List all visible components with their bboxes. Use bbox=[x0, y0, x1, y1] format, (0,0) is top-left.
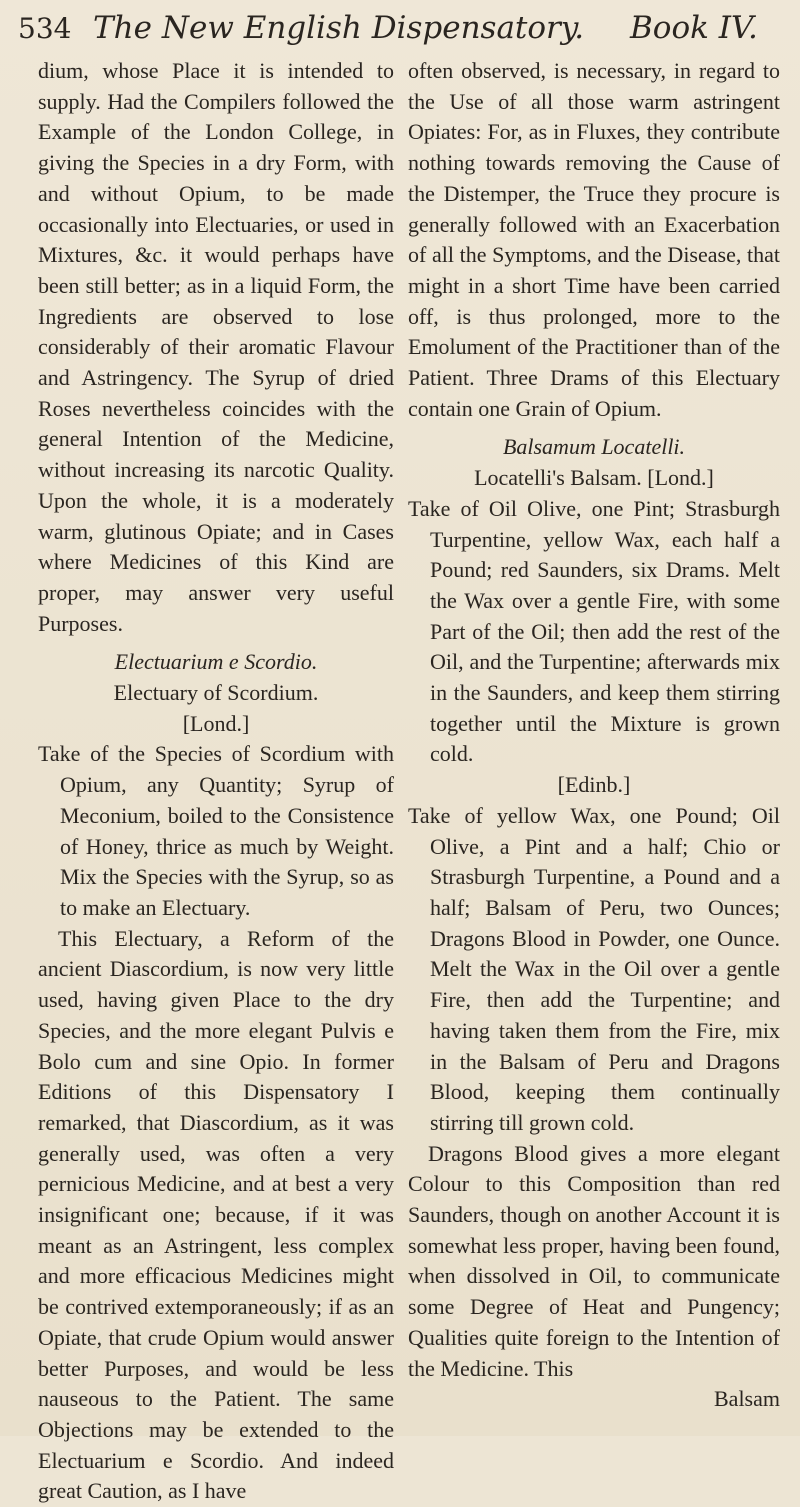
recipe-paragraph: Take of the Species of Scordium with Opium, any Quantity; Syrup of Meconium, boiled to the Consistence of Honey, thrice as much by Weight. Mix the Species with the Syrup, so as to make an Electuary. bbox=[38, 741, 394, 920]
paragraph: dium, whose Place it is intended to supply. Had the Compilers followed the Example of the London College, in giving the Species in a dry Form, with and without Opium, to be made occasionally into Electuaries, or used in Mixtures, &c. it would perhaps have been still better; as in a liquid Form, the Ingredients are observed to lose considerably of their aromatic Flavour and Astringency. The Syrup of dried Roses nevertheless coincides with the general Intention of the Medicine, without increasing its narcotic Quality. Upon the whole, it is a moderately warm, glutinous Opiate; and in Cases where Medicines of this Kind are proper, may answer very useful Purposes. bbox=[38, 58, 394, 636]
page-number: 534 bbox=[18, 12, 72, 45]
paragraph: This Electuary, a Reform of the ancient Diascordium, is now very little used, having given Place to the dry Species, and the more elegant Pulvis e Bolo cum and sine Opio. In former Editions of this Dispensatory I remarked, that Diascordium, as it was generally used, was often a very pernicious Medicine, and at best a very insignificant one; because, if it was meant as an Astringent, less complex and more efficacious Medicines might be contrived extemporaneously; if as an Opiate, that crude Opium would answer better Purposes, and would be less nauseous to the Patient. The same Objections may be extended to the Electuarium e Scordio. And indeed great Caution, as I have bbox=[38, 925, 394, 1504]
right-column bbox=[408, 56, 780, 1415]
book-label: Book IV. bbox=[630, 10, 758, 46]
paragraph: Dragons Blood gives a more elegant Colour to this Composition than red Saunders, though on another Account it is somewhat less proper, having been found, when dissolved in Oil, to communicate some Degree of Heat and Pungency; Qualities quite foreign to the Intention of the Medicine. This bbox=[408, 1140, 780, 1381]
section-heading-english: Electuary of Scordium. bbox=[113, 680, 319, 706]
paragraph: often observed, is necessary, in regard to the Use of all those warm astringent Opiates: For, as in Fluxes, they contribute nothing towards removing the Cause of the Distemper, the Truce they procure is generally followed with an Exacerbation of all the Symptoms, and the Disease, that might in a short Time have been carried off, is thus prolonged, more to the Emolument of the Practitioner than of the Patient. Three Drams of this Electuary contain one Grain of Opium. bbox=[408, 58, 780, 421]
section-heading-latin: Electuarium e Scordio. bbox=[114, 649, 318, 675]
page-header bbox=[18, 10, 788, 48]
pharmacopoeia-ref: [Edinb.] bbox=[557, 772, 631, 798]
running-title: The New English Dispensatory. bbox=[93, 10, 585, 46]
section-heading-latin: Balsamum Locatelli. bbox=[502, 434, 686, 460]
pharmacopoeia-ref: [Lond.] bbox=[182, 710, 250, 736]
section-heading-english: Locatelli's Balsam. [Lond.] bbox=[474, 465, 714, 491]
recipe-paragraph: Take of Oil Olive, one Pint; Strasburgh Turpentine, yellow Wax, each half a Pound; red Saunders, six Drams. Melt the Wax over a gentle Fire, with some Part of the Oil; then add the rest of the Oil, and the Turpentine; afterwards mix in the Saunders, and keep them stirring together until the Mixture is grown cold. bbox=[408, 495, 780, 767]
left-column bbox=[38, 56, 394, 1507]
recipe-paragraph: Take of yellow Wax, one Pound; Oil Olive, a Pint and a half; Chio or Strasburgh Turpentine, a Pound and a half; Balsam of Peru, two Ounces; Dragons Blood in Powder, one Ounce. Melt the Wax in the Oil over a gentle Fire, then add the Turpentine; and having taken them from the Fire, mix in the Balsam of Peru and Dragons Blood, keeping them continually stirring till grown cold. bbox=[408, 802, 780, 1135]
catchword: Balsam bbox=[714, 1386, 780, 1412]
